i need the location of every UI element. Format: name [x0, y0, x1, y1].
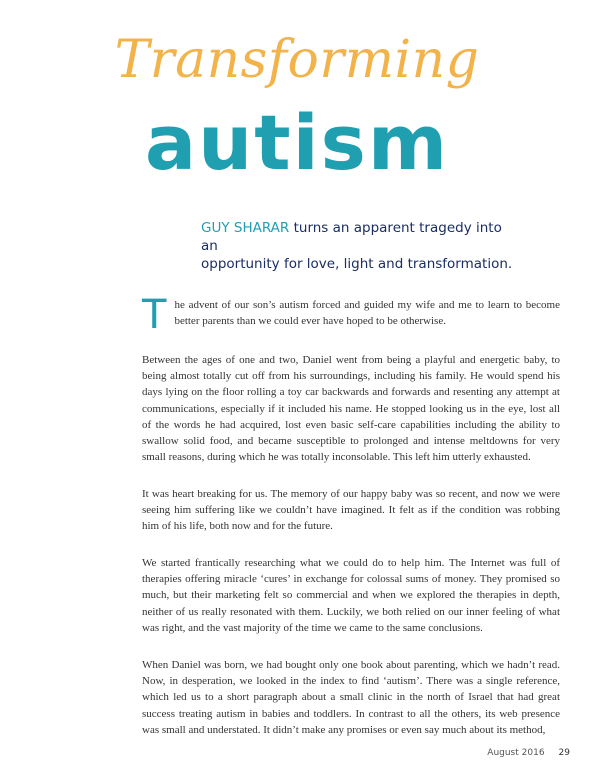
- paragraph-4: We started frantically researching what we could do to help him. The Internet was full of therapies offering miracle ‘cures’ in exchange for colossal sums of money. They promised so much, but their marketing felt so commercial and when we explored the therapies in depth, neither of us really resonated with them. Luckily, we both relied on our inner feeling of what was right, and the vast majority of the time we came to the same conclusions.: [142, 557, 560, 634]
- issue-date: August 2016: [487, 748, 545, 758]
- standfirst-line1: turns an apparent tragedy into an: [201, 220, 502, 254]
- page-number: 29: [558, 748, 570, 758]
- drop-cap: T: [142, 292, 167, 338]
- page-footer: [487, 748, 570, 758]
- title-main: autism: [144, 98, 450, 187]
- standfirst: [201, 219, 521, 273]
- author-name: GUY SHARAR: [201, 220, 290, 236]
- paragraph-5: When Daniel was born, we had bought only one book about parenting, which we hadn’t read. Now, in desperation, we looked in the index to find ‘autism’. There was a single reference, which led us to a short paragraph about a small clinic in the north of Israel that had great success treating autism in babies and toddlers. In contrast to all the others, its web presence was small and understated. It didn’t make any promises or even say much about its method,: [142, 659, 560, 736]
- standfirst-line2: opportunity for love, light and transformation.: [201, 256, 513, 272]
- paragraph-1-text: he advent of our son’s autism forced and guided my wife and me to learn to become better parents than we could ever have hoped to be otherwise.: [174, 299, 560, 328]
- paragraph-2: Between the ages of one and two, Daniel went from being a playful and energetic baby, to being almost totally cut off from his surroundings, including his family. He would spend his days lying on the floor rolling a toy car backwards and forwards and resenting any attempt at communications, especially if it included his name. He stopped looking us in the eye, lost all of the words he had acquired, lost even basic self-care capabilities including the ability to swallow solid food, and became susceptible to prolonged and intense meltdowns for very small reasons, during which he was totally inconsolable. This left him utterly exhausted.: [142, 354, 560, 464]
- paragraph-1: [142, 292, 560, 338]
- title-script: Transforming: [114, 30, 480, 90]
- paragraph-3: It was heart breaking for us. The memory of our happy baby was so recent, and now we were seeing him suffering like we couldn’t have imagined. It felt as if the condition was robbing him of his life, both now and for the future.: [142, 488, 560, 533]
